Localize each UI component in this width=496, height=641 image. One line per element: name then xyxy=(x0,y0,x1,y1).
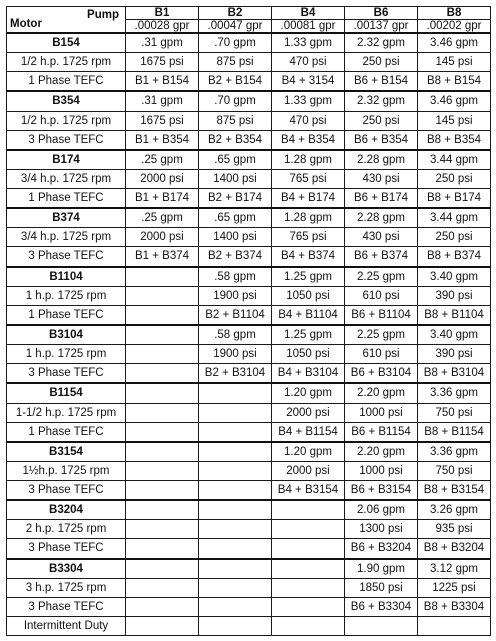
value-cell: B8 + B374 xyxy=(418,247,491,267)
motor-spec: 3 Phase TEFC xyxy=(7,480,126,500)
value-cell: 3.40 gpm xyxy=(418,325,491,345)
value-cell: .70 gpm xyxy=(199,33,272,53)
value-cell xyxy=(199,383,272,403)
value-cell: B2 + B3104 xyxy=(199,364,272,384)
value-cell: 1.25 gpm xyxy=(272,267,345,287)
value-cell xyxy=(126,422,199,442)
value-cell: B6 + B374 xyxy=(345,247,418,267)
value-cell xyxy=(126,325,199,345)
value-cell: B4 + B1104 xyxy=(272,305,345,325)
motor-row xyxy=(7,325,491,345)
value-cell xyxy=(126,597,199,616)
value-cell xyxy=(199,500,272,520)
motor-row xyxy=(7,520,491,539)
value-cell xyxy=(199,422,272,442)
value-cell xyxy=(126,559,199,579)
pump-name: B2 xyxy=(199,7,272,20)
value-cell xyxy=(126,461,199,480)
value-cell xyxy=(272,578,345,597)
value-cell: B6 + B3204 xyxy=(345,539,418,559)
motor-row xyxy=(7,578,491,597)
motor-spec: 3/4 h.p. 1725 rpm xyxy=(7,228,126,247)
value-cell: 1675 psi xyxy=(126,53,199,72)
value-cell: 1000 psi xyxy=(345,461,418,480)
value-cell: B4 + B354 xyxy=(272,130,345,150)
value-cell xyxy=(126,578,199,597)
value-cell: 470 psi xyxy=(272,53,345,72)
value-cell: 2.25 gpm xyxy=(345,325,418,345)
value-cell: 2.25 gpm xyxy=(345,267,418,287)
motor-row xyxy=(7,208,491,228)
motor-row xyxy=(7,228,491,247)
value-cell: B2 + B174 xyxy=(199,188,272,208)
pump-rate: .00137 gpr xyxy=(345,20,418,34)
motor-row xyxy=(7,130,491,150)
motor-row xyxy=(7,500,491,520)
value-cell: .65 gpm xyxy=(199,150,272,170)
motor-row xyxy=(7,559,491,579)
value-cell: 2.32 gpm xyxy=(345,91,418,111)
value-cell: 3.44 gpm xyxy=(418,208,491,228)
value-cell xyxy=(126,616,199,635)
value-cell: B4 + B374 xyxy=(272,247,345,267)
motor-row xyxy=(7,111,491,130)
value-cell: 1050 psi xyxy=(272,286,345,305)
value-cell: B6 + B154 xyxy=(345,72,418,92)
value-cell xyxy=(418,616,491,635)
pump-rate: .00202 gpr xyxy=(418,20,491,34)
value-cell: 610 psi xyxy=(345,286,418,305)
value-cell: B8 + B3104 xyxy=(418,364,491,384)
motor-spec: 1 Phase TEFC xyxy=(7,72,126,92)
motor-row xyxy=(7,305,491,325)
value-cell: B8 + B1154 xyxy=(418,422,491,442)
motor-row xyxy=(7,188,491,208)
value-cell: B4 + B3104 xyxy=(272,364,345,384)
value-cell: 750 psi xyxy=(418,461,491,480)
value-cell: 765 psi xyxy=(272,228,345,247)
motor-row xyxy=(7,364,491,384)
value-cell: 3.40 gpm xyxy=(418,267,491,287)
value-cell: B8 + B154 xyxy=(418,72,491,92)
pump-name-row xyxy=(7,7,491,20)
value-cell: 1.28 gpm xyxy=(272,208,345,228)
value-cell: 765 psi xyxy=(272,169,345,188)
value-cell: .25 gpm xyxy=(126,150,199,170)
value-cell xyxy=(199,539,272,559)
motor-row xyxy=(7,539,491,559)
motor-spec: 1 Phase TEFC xyxy=(7,422,126,442)
value-cell: 875 psi xyxy=(199,53,272,72)
pump-rate: .00081 gpr xyxy=(272,20,345,34)
value-cell: 470 psi xyxy=(272,111,345,130)
motor-row xyxy=(7,442,491,462)
value-cell: 3.44 gpm xyxy=(418,150,491,170)
value-cell: B6 + B1154 xyxy=(345,422,418,442)
motor-row xyxy=(7,461,491,480)
value-cell: .70 gpm xyxy=(199,91,272,111)
value-cell xyxy=(272,500,345,520)
value-cell: 3.36 gpm xyxy=(418,442,491,462)
value-cell xyxy=(126,520,199,539)
motor-spec: 1 h.p. 1725 rpm xyxy=(7,286,126,305)
motor-model: B3204 xyxy=(7,500,126,520)
motor-spec: 3 Phase TEFC xyxy=(7,247,126,267)
motor-model: B3304 xyxy=(7,559,126,579)
motor-row xyxy=(7,91,491,111)
value-cell xyxy=(126,442,199,462)
value-cell xyxy=(199,520,272,539)
value-cell: B6 + B3104 xyxy=(345,364,418,384)
value-cell: .58 gpm xyxy=(199,267,272,287)
motor-row xyxy=(7,403,491,422)
pump-rate: .00047 gpr xyxy=(199,20,272,34)
value-cell: 3.26 gpm xyxy=(418,500,491,520)
pump-motor-table xyxy=(6,6,491,636)
value-cell: 250 psi xyxy=(345,111,418,130)
value-cell: 1.90 gpm xyxy=(345,559,418,579)
value-cell: 2.32 gpm xyxy=(345,33,418,53)
value-cell: B6 + B354 xyxy=(345,130,418,150)
value-cell: 2000 psi xyxy=(272,403,345,422)
value-cell: 1.33 gpm xyxy=(272,91,345,111)
value-cell: B6 + B3154 xyxy=(345,480,418,500)
value-cell xyxy=(126,267,199,287)
motor-model: B354 xyxy=(7,91,126,111)
value-cell xyxy=(126,364,199,384)
value-cell: 145 psi xyxy=(418,111,491,130)
motor-row xyxy=(7,53,491,72)
value-cell xyxy=(199,578,272,597)
pump-name: B8 xyxy=(418,7,491,20)
value-cell xyxy=(199,480,272,500)
motor-model: B174 xyxy=(7,150,126,170)
motor-axis-label: Motor xyxy=(10,18,42,30)
motor-row xyxy=(7,616,491,635)
value-cell: .31 gpm xyxy=(126,91,199,111)
value-cell: 430 psi xyxy=(345,228,418,247)
motor-spec: 3 Phase TEFC xyxy=(7,130,126,150)
value-cell: 1.25 gpm xyxy=(272,325,345,345)
motor-row xyxy=(7,33,491,53)
value-cell: 3.46 gpm xyxy=(418,33,491,53)
motor-row xyxy=(7,286,491,305)
value-cell xyxy=(199,403,272,422)
value-cell: 1850 psi xyxy=(345,578,418,597)
value-cell: B8 + B354 xyxy=(418,130,491,150)
value-cell xyxy=(199,616,272,635)
motor-spec: 3 Phase TEFC xyxy=(7,597,126,616)
value-cell xyxy=(199,461,272,480)
motor-spec: 1/2 h.p. 1725 rpm xyxy=(7,111,126,130)
value-cell: 1300 psi xyxy=(345,520,418,539)
value-cell: B4 + B3154 xyxy=(272,480,345,500)
motor-row xyxy=(7,383,491,403)
value-cell xyxy=(126,403,199,422)
value-cell: 2.20 gpm xyxy=(345,442,418,462)
value-cell: 1900 psi xyxy=(199,345,272,364)
value-cell: B4 + B174 xyxy=(272,188,345,208)
value-cell: B1 + B374 xyxy=(126,247,199,267)
value-cell: B8 + B3154 xyxy=(418,480,491,500)
value-cell: 390 psi xyxy=(418,345,491,364)
value-cell xyxy=(199,559,272,579)
value-cell xyxy=(126,500,199,520)
value-cell xyxy=(272,539,345,559)
motor-spec: 2 h.p. 1725 rpm xyxy=(7,520,126,539)
value-cell xyxy=(126,480,199,500)
value-cell: 3.46 gpm xyxy=(418,91,491,111)
value-cell xyxy=(126,383,199,403)
value-cell: B1 + B354 xyxy=(126,130,199,150)
value-cell: 250 psi xyxy=(345,53,418,72)
value-cell xyxy=(199,442,272,462)
value-cell: B8 + B174 xyxy=(418,188,491,208)
value-cell xyxy=(272,520,345,539)
value-cell: B6 + B3304 xyxy=(345,597,418,616)
motor-row xyxy=(7,72,491,92)
value-cell: 1050 psi xyxy=(272,345,345,364)
value-cell: 2.20 gpm xyxy=(345,383,418,403)
value-cell: 250 psi xyxy=(418,228,491,247)
motor-spec: 1 Phase TEFC xyxy=(7,305,126,325)
motor-model: B1154 xyxy=(7,383,126,403)
value-cell: 2.28 gpm xyxy=(345,208,418,228)
value-cell: 935 psi xyxy=(418,520,491,539)
value-cell: 1.20 gpm xyxy=(272,383,345,403)
value-cell: 2.28 gpm xyxy=(345,150,418,170)
value-cell xyxy=(272,597,345,616)
motor-spec: 3 Phase TEFC xyxy=(7,539,126,559)
value-cell: 1400 psi xyxy=(199,228,272,247)
motor-model: B374 xyxy=(7,208,126,228)
value-cell: B4 + 3154 xyxy=(272,72,345,92)
value-cell: 2000 psi xyxy=(126,228,199,247)
motor-row xyxy=(7,267,491,287)
value-cell xyxy=(126,539,199,559)
value-cell: B1 + B174 xyxy=(126,188,199,208)
value-cell: B2 + B374 xyxy=(199,247,272,267)
value-cell: 430 psi xyxy=(345,169,418,188)
motor-model: B154 xyxy=(7,33,126,53)
value-cell: .65 gpm xyxy=(199,208,272,228)
value-cell xyxy=(345,616,418,635)
value-cell: 2000 psi xyxy=(272,461,345,480)
pump-name: B1 xyxy=(126,7,199,20)
value-cell: B6 + B1104 xyxy=(345,305,418,325)
value-cell: 390 psi xyxy=(418,286,491,305)
value-cell: B2 + B154 xyxy=(199,72,272,92)
value-cell: B2 + B1104 xyxy=(199,305,272,325)
value-cell: 750 psi xyxy=(418,403,491,422)
header-corner xyxy=(7,7,126,34)
value-cell: B8 + B1104 xyxy=(418,305,491,325)
motor-row xyxy=(7,597,491,616)
value-cell: B8 + B3204 xyxy=(418,539,491,559)
value-cell: 1.20 gpm xyxy=(272,442,345,462)
value-cell xyxy=(272,616,345,635)
motor-spec: 1/2 h.p. 1725 rpm xyxy=(7,53,126,72)
motor-spec: Intermittent Duty xyxy=(7,616,126,635)
value-cell xyxy=(272,559,345,579)
pump-name: B4 xyxy=(272,7,345,20)
motor-spec: 1½h.p. 1725 rpm xyxy=(7,461,126,480)
value-cell: 3.12 gpm xyxy=(418,559,491,579)
motor-spec: 1 h.p. 1725 rpm xyxy=(7,345,126,364)
value-cell: 1400 psi xyxy=(199,169,272,188)
motor-spec: 3/4 h.p. 1725 rpm xyxy=(7,169,126,188)
motor-model: B3104 xyxy=(7,325,126,345)
value-cell: B6 + B174 xyxy=(345,188,418,208)
value-cell: 2.06 gpm xyxy=(345,500,418,520)
value-cell xyxy=(126,286,199,305)
pump-name: B6 xyxy=(345,7,418,20)
value-cell xyxy=(199,597,272,616)
pump-axis-label: Pump xyxy=(87,9,119,21)
motor-spec: 1-1/2 h.p. 1725 rpm xyxy=(7,403,126,422)
value-cell: 1000 psi xyxy=(345,403,418,422)
value-cell: .25 gpm xyxy=(126,208,199,228)
value-cell: 145 psi xyxy=(418,53,491,72)
value-cell: .31 gpm xyxy=(126,33,199,53)
value-cell: 1.28 gpm xyxy=(272,150,345,170)
motor-row xyxy=(7,247,491,267)
motor-spec: 3 h.p. 1725 rpm xyxy=(7,578,126,597)
value-cell: 1.33 gpm xyxy=(272,33,345,53)
motor-row xyxy=(7,345,491,364)
motor-row xyxy=(7,480,491,500)
value-cell: 875 psi xyxy=(199,111,272,130)
value-cell: 2000 psi xyxy=(126,169,199,188)
motor-spec: 3 Phase TEFC xyxy=(7,364,126,384)
value-cell: 1900 psi xyxy=(199,286,272,305)
value-cell: 1225 psi xyxy=(418,578,491,597)
pump-rate: .00028 gpr xyxy=(126,20,199,34)
value-cell: 250 psi xyxy=(418,169,491,188)
value-cell: .58 gpm xyxy=(199,325,272,345)
value-cell: B1 + B154 xyxy=(126,72,199,92)
value-cell: B4 + B1154 xyxy=(272,422,345,442)
value-cell: B8 + B3304 xyxy=(418,597,491,616)
value-cell: 1675 psi xyxy=(126,111,199,130)
value-cell: 3.36 gpm xyxy=(418,383,491,403)
motor-model: B1104 xyxy=(7,267,126,287)
motor-table-body xyxy=(7,33,491,636)
value-cell xyxy=(126,305,199,325)
motor-row xyxy=(7,150,491,170)
value-cell: 610 psi xyxy=(345,345,418,364)
motor-row xyxy=(7,169,491,188)
value-cell xyxy=(126,345,199,364)
motor-row xyxy=(7,422,491,442)
value-cell: B2 + B354 xyxy=(199,130,272,150)
motor-model: B3154 xyxy=(7,442,126,462)
motor-spec: 1 Phase TEFC xyxy=(7,188,126,208)
